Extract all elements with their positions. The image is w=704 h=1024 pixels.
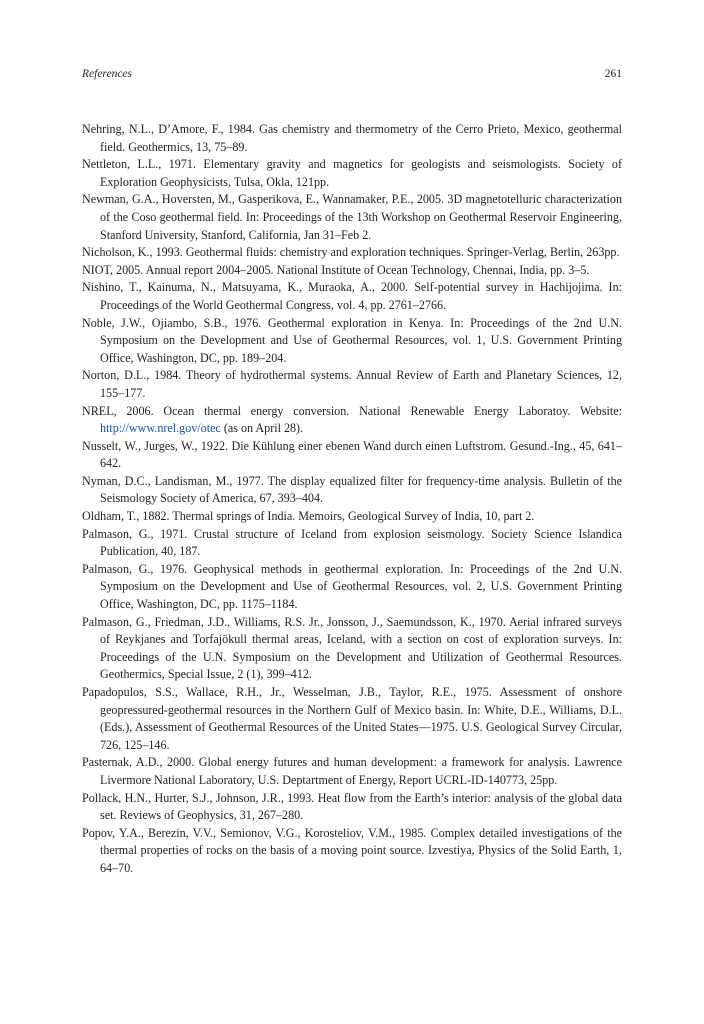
reference-text: Oldham, T., 1882. Thermal springs of India. Memoirs, Geological Survey of India, 10, part 2. bbox=[82, 509, 535, 524]
reference-text: Nicholson, K., 1993. Geothermal fluids: chemistry and exploration techniques. Springer-Verlag, Berlin, 263pp. bbox=[82, 245, 620, 260]
running-header bbox=[82, 65, 622, 83]
reference-text: Norton, D.L., 1984. Theory of hydrothermal systems. Annual Review of Earth and Planetary Sciences, 12, 155–177. bbox=[82, 368, 622, 400]
reference-item bbox=[82, 508, 622, 526]
reference-text: NREL, 2006. Ocean thermal energy conversion. National Renewable Energy Laboratoy. Website: bbox=[82, 403, 622, 418]
reference-item bbox=[82, 561, 622, 614]
reference-item bbox=[82, 790, 622, 825]
page-number: 261 bbox=[604, 68, 622, 80]
reference-text: Papadopulos, S.S., Wallace, R.H., Jr., Wesselman, J.B., Taylor, R.E., 1975. Assessment of onshore geopressured-geothermal resources in the Northern Gulf of Mexico basin. In: White, D.E., Williams, D.L. (Eds.), Assessment of Geothermal Resources of the United States—1975. U.S. Geological Survey Circular, 726, 125–146. bbox=[82, 685, 622, 752]
reference-text: Popov, Y.A., Berezin, V.V., Semionov, V.G., Korosteliov, V.M., 1985. Complex detailed investigations of the thermal properties of rocks on the basis of a moving point source. Izvestiya, Physics of the Solid Earth, 1, 64–70. bbox=[82, 825, 622, 875]
reference-text: NIOT, 2005. Annual report 2004–2005. National Institute of Ocean Technology, Chennai, India, pp. 3–5. bbox=[82, 262, 590, 277]
reference-text: Nettleton, L.L., 1971. Elementary gravity and magnetics for geologists and seismologists. Society of Exploration Geophysicists, Tulsa, Okla, 121pp. bbox=[82, 157, 622, 189]
reference-item bbox=[82, 438, 622, 473]
reference-item bbox=[82, 315, 622, 368]
reference-text: Palmason, G., 1971. Crustal structure of Iceland from explosion seismology. Society Science Islandica Publication, 40, 187. bbox=[82, 526, 622, 559]
reference-item bbox=[82, 244, 622, 262]
reference-text: Nusselt, W., Jurges, W., 1922. Die Kühlung einer ebenen Wand durch einen Luftstrom. Gesund.-Ing., 45, 641–642. bbox=[82, 438, 622, 471]
reference-text: Palmason, G., 1976. Geophysical methods in geothermal exploration. In: Proceedings of the 2nd U.N. Symposium on the Development and Use of Geothermal Resources, vol. 2, U.S. Government Printing Office, Washington, DC, pp. 1175–1184. bbox=[82, 561, 622, 612]
section-title: References bbox=[82, 68, 133, 80]
reference-item bbox=[82, 754, 622, 789]
reference-text: Nyman, D.C., Landisman, M., 1977. The display equalized filter for frequency-time analysis. Bulletin of the Seismology Society of America, 67, 393–404. bbox=[82, 473, 622, 506]
nrel-website-link[interactable]: http://www.nrel.gov/otec bbox=[100, 421, 221, 436]
reference-item bbox=[82, 614, 622, 684]
reference-item bbox=[82, 279, 622, 314]
reference-item bbox=[82, 156, 622, 191]
reference-item bbox=[82, 684, 622, 754]
reference-text: Nishino, T., Kainuma, N., Matsuyama, K., Muraoka, A., 2000. Self-potential survey in Hachijojima. In: Proceedings of the World Geothermal Congress, vol. 4, pp. 2761–2766. bbox=[82, 280, 622, 312]
reference-item bbox=[82, 403, 622, 438]
reference-text: Nehring, N.L., D’Amore, F., 1984. Gas chemistry and thermometry of the Cerro Prieto, Mexico, geothermal field. Geothermics, 13, 75–89. bbox=[82, 122, 622, 154]
reference-item bbox=[82, 526, 622, 561]
reference-item bbox=[82, 262, 622, 280]
reference-text: Palmason, G., Friedman, J.D., Williams, R.S. Jr., Jonsson, J., Saemundsson, K., 1970. Aerial infrared surveys of Reykjanes and Torfajökull thermal areas, Iceland, with a section on cost of exploration surveys. In: Proceedings of the U.N. Symposium on the Development and Utilization of Geothermal Resources. Geothermics, Special Issue, 2 (1), 399–412. bbox=[82, 614, 622, 682]
reference-text: Noble, J.W., Ojiambo, S.B., 1976. Geothermal exploration in Kenya. In: Proceedings of the 2nd U.N. Symposium on the Development and Use of Geothermal Resources, vol. 1, U.S. Government Printing Office, Washington, DC, pp. 189–204. bbox=[82, 315, 622, 365]
reference-text: (as on April 28). bbox=[220, 421, 304, 436]
reference-item bbox=[82, 825, 622, 878]
reference-item bbox=[82, 367, 622, 402]
reference-text: Newman, G.A., Hoversten, M., Gasperikova, E., Wannamaker, P.E., 2005. 3D magnetotelluric characterization of the Coso geothermal field. In: Proceedings of the 13th Workshop on Geothermal Reservoir Engineering, Stanford University, Stanford, California, Jan 31–Feb 2. bbox=[82, 192, 622, 242]
reference-list bbox=[82, 121, 622, 878]
reference-item bbox=[82, 191, 622, 244]
reference-item bbox=[82, 121, 622, 156]
reference-text: Pasternak, A.D., 2000. Global energy futures and human development: a framework for analysis. Lawrence Livermore National Laboratory, U.S. Deptartment of Energy, Report UCRL-ID-140773, 25pp. bbox=[82, 755, 622, 787]
reference-item bbox=[82, 473, 622, 508]
reference-text: Pollack, H.N., Hurter, S.J., Johnson, J.R., 1993. Heat flow from the Earth’s interior: analysis of the global data set. Reviews of Geophysics, 31, 267–280. bbox=[82, 790, 622, 823]
